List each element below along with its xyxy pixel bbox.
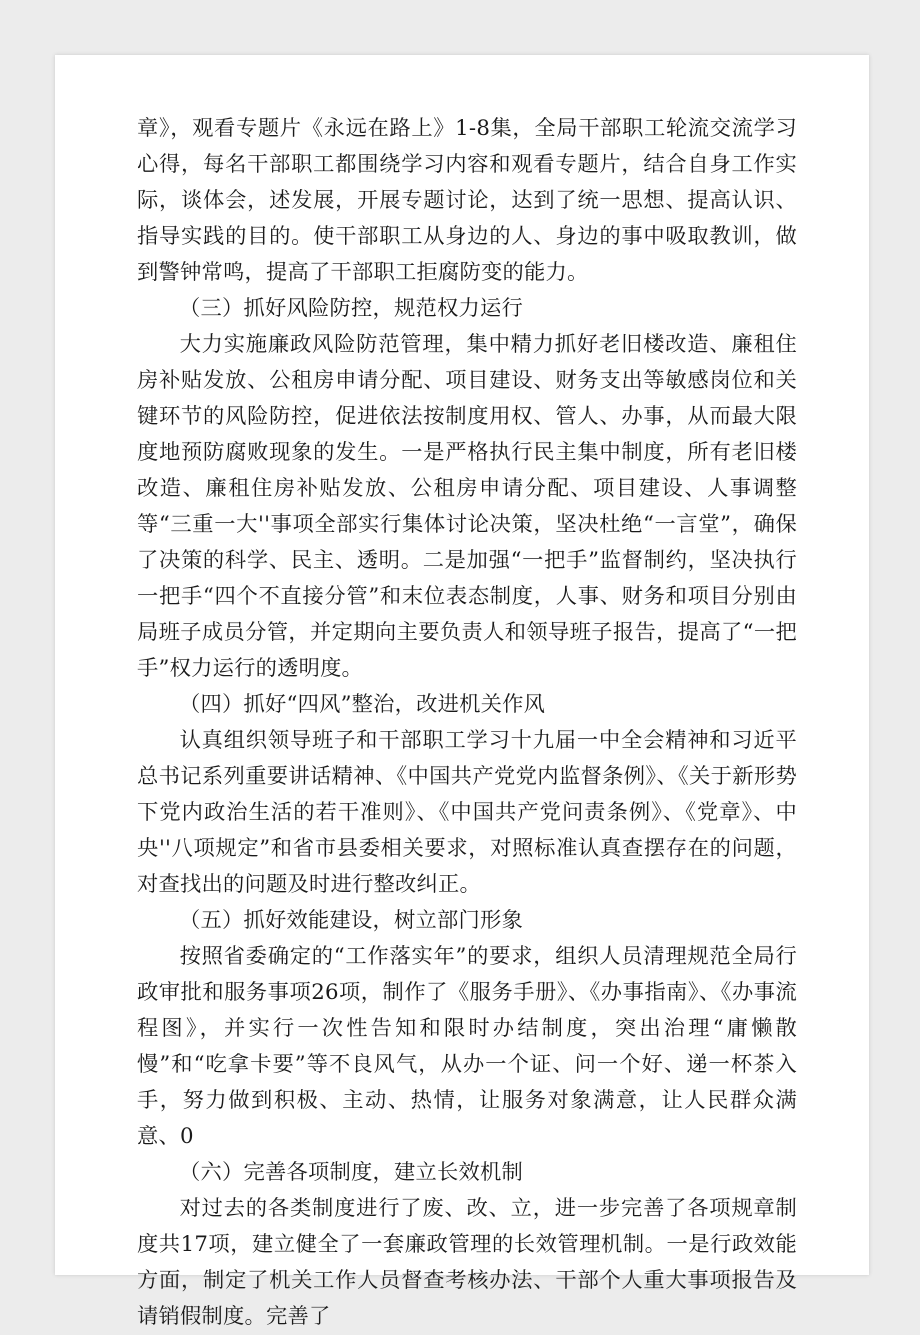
paragraph-risk-control: 大力实施廉政风险防范管理，集中精力抓好老旧楼改造、廉租住房补贴发放、公租房申请分配、项目建设、财务支出等敏感岗位和关键环节的风险防控，促进依法按制度用权、管人、办事，从而最大限度地预防腐败现象的发生。一是严格执行民主集中制度，所有老旧楼改造、廉租住房补贴发放、公租房申请分配、项目建设、人事调整等“三重一大''事项全部实行集体讨论决策，坚决杜绝“一言堂”，确保了决策的科学、民主、透明。二是加强“一把手”监督制约，坚决执行一把手“四个不直接分管”和末位表态制度，人事、财务和项目分别由局班子成员分管，并定期向主要负责人和领导班子报告，提高了“一把手”权力运行的透明度。 — [137, 332, 797, 681]
section-heading-four-winds: （四）抓好“四风”整治，改进机关作风 — [179, 692, 546, 717]
document-body — [137, 111, 797, 1335]
paragraph-efficiency: 按照省委确定的“工作落实年”的要求，组织人员清理规范全局行政审批和服务事项26项，制作了《服务手册》、《办事指南》、《办事流程图》，并实行一次性告知和限时办结制度，突出治理“庸懒散慢”和“吃拿卡要”等不良风气，从办一个证、问一个好、递一杯茶入手，努力做到积极、主动、热情，让服务对象满意，让人民群众满意、0 — [137, 944, 797, 1149]
section-heading-risk-control: （三）抓好风险防控，规范权力运行 — [179, 296, 523, 321]
document-page — [55, 55, 869, 1329]
section-heading-efficiency: （五）抓好效能建设，树立部门形象 — [179, 908, 523, 933]
paragraph-four-winds: 认真组织领导班子和干部职工学习十九届一中全会精神和习近平总书记系列重要讲话精神、《中国共产党党内监督条例》、《关于新形势下党内政治生活的若干准则》、《中国共产党问责条例》、《党章》、中央''八项规定”和省市县委相关要求，对照标准认真查摆存在的问题，对查找出的问题及时进行整改纠正。 — [137, 728, 797, 897]
paragraph-systems: 对过去的各类制度进行了废、改、立，进一步完善了各项规章制度共17项，建立健全了一套廉政管理的长效管理机制。一是行政效能方面，制定了机关工作人员督查考核办法、干部个人重大事项报告及请销假制度。完善了 — [137, 1196, 797, 1329]
section-heading-systems: （六）完善各项制度，建立长效机制 — [179, 1160, 523, 1185]
paragraph-learning-summary: 章》，观看专题片《永远在路上》1-8集，全局干部职工轮流交流学习心得，每名干部职工都围绕学习内容和观看专题片，结合自身工作实际，谈体会，述发展，开展专题讨论，达到了统一思想、提高认识、指导实践的目的。使干部职工从身边的人、身边的事中吸取教训，做到警钟常鸣，提高了干部职工拒腐防变的能力。 — [137, 116, 797, 285]
